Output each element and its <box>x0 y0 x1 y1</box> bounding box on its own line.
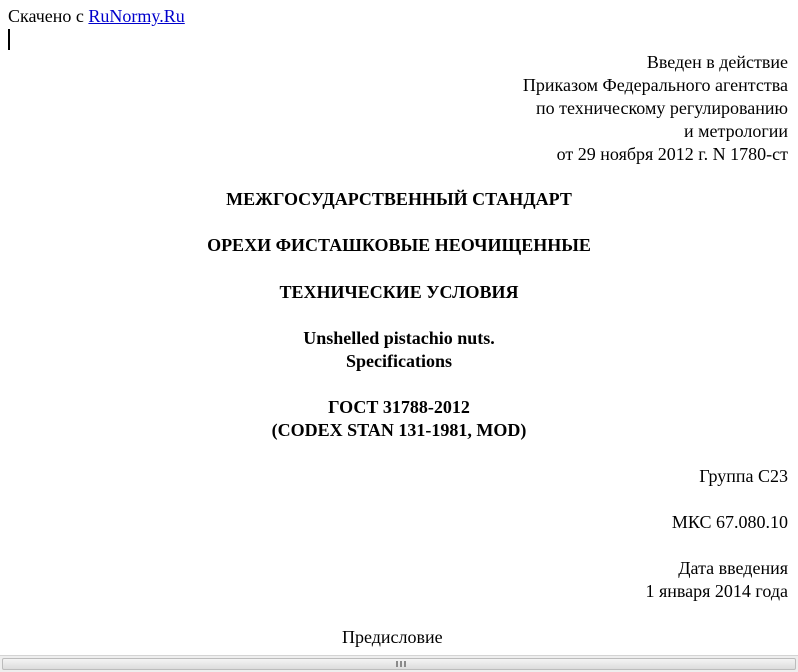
english-title-line-2: Specifications <box>346 351 452 371</box>
group-code: Группа С23 <box>699 466 788 486</box>
source-link[interactable]: RuNormy.Ru <box>88 6 185 26</box>
standard-code: ГОСТ 31788-2012 <box>328 397 470 417</box>
mks-code: МКС 67.080.10 <box>671 512 788 532</box>
effective-date-label: Дата введения <box>678 558 788 578</box>
text-cursor <box>8 29 10 50</box>
foreword-heading: Предисловие <box>342 627 443 647</box>
scrollbar-thumb[interactable] <box>2 658 796 670</box>
english-title-line-1: Unshelled pistachio nuts. <box>303 328 495 348</box>
source-line <box>8 5 185 27</box>
standard-title: ОРЕХИ ФИСТАШКОВЫЕ НЕОЧИЩЕННЫЕ <box>207 235 591 255</box>
introduction-line-1: Введен в действие <box>646 52 788 72</box>
standard-codex: (CODEX STAN 131-1981, MOD) <box>271 420 527 440</box>
introduction-line-3: по техническому регулированию <box>535 98 788 118</box>
standard-subtitle: ТЕХНИЧЕСКИЕ УСЛОВИЯ <box>279 282 519 302</box>
introduction-line-4: и метрологии <box>684 121 788 141</box>
scrollbar-grip-icon <box>396 661 406 667</box>
source-prefix: Скачено с <box>8 6 89 26</box>
effective-date: 1 января 2014 года <box>645 581 788 601</box>
introduction-line-2: Приказом Федерального агентства <box>522 75 788 95</box>
introduction-line-5: от 29 ноября 2012 г. N 1780-ст <box>556 144 788 164</box>
horizontal-scrollbar[interactable] <box>0 655 798 672</box>
standard-type: МЕЖГОСУДАРСТВЕННЫЙ СТАНДАРТ <box>226 189 572 209</box>
